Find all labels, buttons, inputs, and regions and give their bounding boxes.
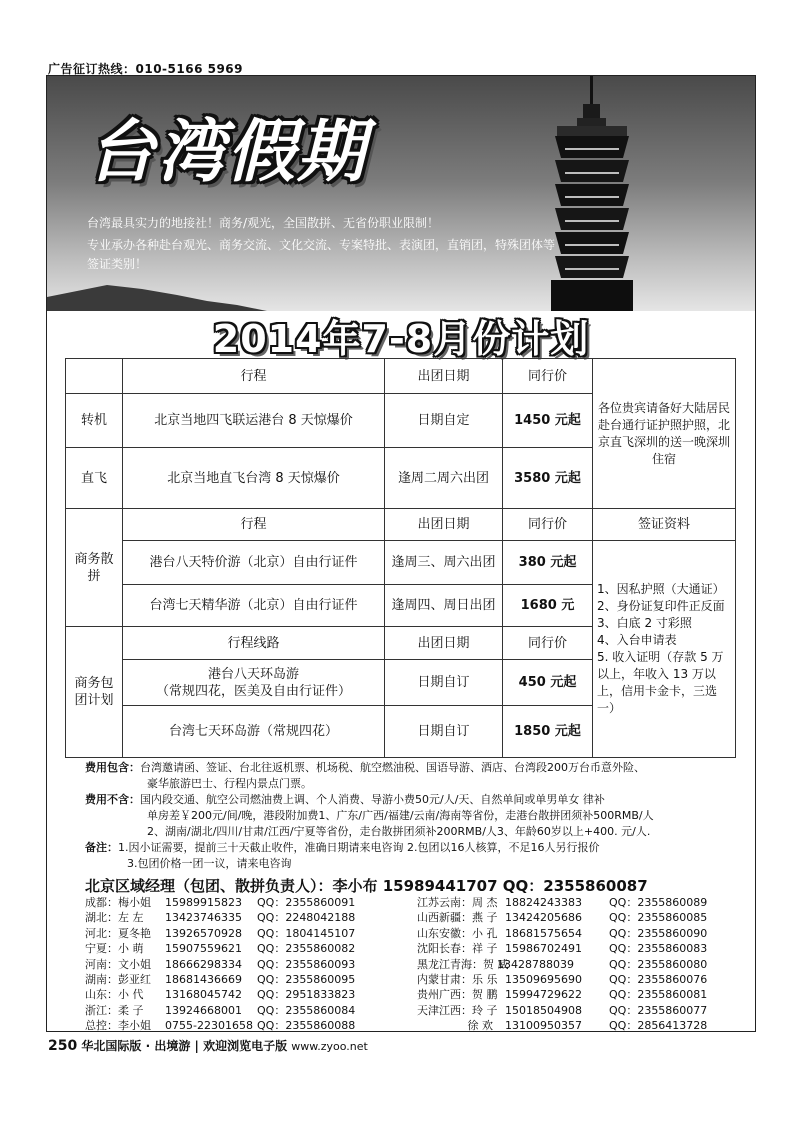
itinerary-table [65, 358, 736, 758]
price-cell: 450 元起 [503, 660, 593, 706]
fee-exclude-line: 单房差￥200元/间/晚，港段附加费1、广东/广西/福建/云南/海南等省份，走港台散拼团须补500RMB/人 [147, 809, 654, 822]
contact-name: 浙江：柔 子 [85, 1003, 144, 1017]
page-footer [48, 1037, 368, 1054]
contact-phone: 13424205686 [505, 911, 582, 925]
contact-name: 湖北：左 左 [85, 911, 144, 925]
contact-row [417, 987, 747, 1002]
contact-row [85, 957, 417, 972]
contact-phone: 13924668001 [165, 1003, 242, 1017]
contact-phone: 15907559621 [165, 942, 242, 956]
table-row [66, 541, 736, 585]
price-cell: 1850 元起 [503, 706, 593, 758]
taipei-101-tower-image [537, 76, 647, 311]
fee-exclude-text: 国内段交通、航空公司燃油费上调、个人消费、导游小费50元/人/天、自然单间或单男单女 律补 [140, 793, 605, 806]
contact-row [417, 1003, 747, 1018]
category-baotuan: 商务包团计划 [66, 627, 123, 758]
contact-phone: 13168045742 [165, 988, 242, 1002]
contact-qq: QQ：2355860090 [609, 926, 708, 940]
remark-line [85, 840, 755, 856]
remark-label: 备注： [85, 841, 118, 854]
contact-row [417, 895, 747, 910]
route-line: （常规四花，医美及自由行证件） [155, 683, 351, 699]
visa-item: 4、入台申请表 [597, 633, 677, 647]
contact-phone: 15986702491 [505, 942, 582, 956]
route-line: 港台八天环岛游 [207, 666, 299, 682]
contact-phone: 13100950357 [505, 1019, 582, 1032]
hero-intro-paragraph: 专业承办各种赴台观光、商务交流、文化交流、专案特批、表演团，直销团，特殊团体等签证类别！ [87, 238, 556, 271]
contact-qq: QQ：2355860081 [609, 988, 708, 1002]
category-zhuanji: 转机 [66, 394, 123, 448]
header-price: 同行价 [503, 627, 593, 660]
contact-name: 山东安徽：小 孔 [417, 926, 498, 940]
fee-exclude-line [85, 792, 755, 808]
contact-row [85, 941, 417, 956]
contact-qq: QQ：2248042188 [257, 911, 356, 925]
contacts-left-column [85, 895, 417, 1032]
contact-phone: 15989915823 [165, 896, 242, 909]
contact-phone: 0755-22301658 [165, 1019, 253, 1032]
fee-exclude-line: 2、湖南/湖北/四川/甘肃/江西/宁夏等省份，走台散拼团须补200RMB/人3、年龄60岁以上+400. 元/人. [147, 825, 651, 838]
fee-exclude-label: 费用不含： [85, 793, 140, 806]
contact-name: 江苏云南：周 杰 [417, 896, 498, 909]
visa-item: 3、白底 2 寸彩照 [597, 616, 692, 630]
contact-qq: QQ：2856413728 [609, 1019, 708, 1032]
contact-qq: QQ：2355860095 [257, 972, 356, 986]
contact-qq: QQ：2355860084 [257, 1003, 356, 1017]
date-cell: 日期自订 [385, 660, 503, 706]
date-cell: 日期自订 [385, 706, 503, 758]
contact-row [417, 957, 747, 972]
fee-include-text: 台湾邀请函、签证、台北往返机票、机场税、航空燃油税、国语导游、酒店、台湾段200万台币意外险、 [140, 761, 645, 774]
mountain-silhouette [47, 271, 755, 311]
contact-qq: QQ：2355860093 [257, 957, 356, 971]
contact-name: 内蒙甘肃：乐 乐 [417, 972, 498, 986]
contact-qq: QQ：2355860091 [257, 896, 356, 909]
header-price: 同行价 [503, 509, 593, 541]
contact-name: 天津江西：玲 子 [417, 1003, 498, 1017]
contact-row [417, 1018, 747, 1032]
passport-note: 各位贵宾请备好大陆居民赴台通行证护照护照，北京直飞深圳的送一晚深圳住宿 [593, 359, 736, 509]
contact-qq: QQ：2355860082 [257, 942, 356, 956]
header-blank [66, 359, 123, 394]
contact-phone: 15994729622 [505, 988, 582, 1002]
fee-include-label: 费用包含： [85, 761, 140, 774]
hero-intro-line: 台湾最具实力的地接社！商务/观光，全国散拼、无省份职业限制！ [87, 216, 440, 230]
contact-row [417, 910, 747, 925]
visa-item: 1、因私护照（大通证） [597, 582, 725, 596]
hero-title: 台湾假期 [87, 113, 368, 192]
date-cell: 日期自定 [385, 394, 503, 448]
contact-qq: QQ：2355860083 [609, 942, 708, 956]
price-cell: 3580 元起 [503, 448, 593, 509]
contact-name: 成都：梅小姐 [85, 896, 151, 909]
table-header-row [66, 359, 736, 394]
header-date: 出团日期 [385, 627, 503, 660]
route-cell: 台湾七天精华游（北京）自由行证件 [123, 585, 385, 627]
fees-section [85, 760, 755, 872]
route-cell: 台湾七天环岛游（常规四花） [123, 706, 385, 758]
route-cell: 北京当地直飞台湾 8 天惊爆价 [123, 448, 385, 509]
fee-include-line: 豪华旅游巴士、行程内景点门票。 [147, 777, 312, 790]
hero-banner [47, 76, 755, 311]
remark-line: 3.包团价格一团一议，请来电咨询 [127, 857, 292, 870]
contact-name: 山东：小 代 [85, 988, 144, 1002]
route-cell: 港台八天特价游（北京）自由行证件 [123, 541, 385, 585]
route-cell: 北京当地四飞联运港台 8 天惊爆价 [123, 394, 385, 448]
contact-phone: 18681436669 [165, 972, 242, 986]
contacts-right-column [417, 895, 747, 1032]
contact-name: 沈阳长春：祥 子 [417, 942, 498, 956]
fee-include-line [85, 760, 755, 776]
category-sanpin: 商务散拼 [66, 509, 123, 627]
contact-phone: 13423746335 [165, 911, 242, 925]
visa-item: 5. 收入证明（存款 5 万以上，年收入 13 万以上，信用卡金卡，三选一） [597, 650, 724, 715]
contact-row [85, 987, 417, 1002]
contact-row [85, 926, 417, 941]
header-route: 行程 [123, 359, 385, 394]
regional-manager: 北京区域经理（包团、散拼负责人）：李小布 15989441707 QQ：2355860087 [85, 877, 648, 895]
price-cell: 1450 元起 [503, 394, 593, 448]
date-cell: 逢周四、周日出团 [385, 585, 503, 627]
footer-url[interactable]: www.zyoo.net [291, 1040, 368, 1053]
contact-name: 黑龙江青海：贺 威 [417, 957, 509, 971]
contact-name: 宁夏：小 萌 [85, 942, 144, 956]
contact-qq: QQ：2355860088 [257, 1019, 356, 1032]
contact-row [417, 941, 747, 956]
footer-text: 华北国际版 · 出境游 | 欢迎浏览电子版 [81, 1039, 288, 1053]
header-date: 出团日期 [385, 359, 503, 394]
contact-phone: 18824243383 [505, 896, 582, 909]
contact-phone: 15018504908 [505, 1003, 582, 1017]
contact-name: 河北：夏冬艳 [85, 926, 151, 940]
contact-phone: 13509695690 [505, 972, 582, 986]
ad-frame [46, 75, 756, 1032]
sub-header-row [66, 509, 736, 541]
contact-qq: QQ：1804145107 [257, 926, 356, 940]
contact-name: 山西新疆：燕 子 [417, 911, 498, 925]
contact-row [85, 972, 417, 987]
contact-phone: 13428788039 [497, 957, 574, 971]
contacts-list [85, 895, 747, 1032]
contact-name: 湖南：彭亚红 [85, 972, 151, 986]
contact-qq: QQ：2951833823 [257, 988, 356, 1002]
contact-name: 总控：李小姐 [85, 1019, 151, 1032]
header-route: 行程 [123, 509, 385, 541]
contact-name: 贵州广西：贺 鹏 [417, 988, 498, 1002]
contact-name: 河南：文小姐 [85, 957, 151, 971]
header-route: 行程线路 [123, 627, 385, 660]
contact-qq: QQ：2355860077 [609, 1003, 708, 1017]
category-zhifei: 直飞 [66, 448, 123, 509]
contact-phone: 18681575654 [505, 926, 582, 940]
contact-qq: QQ：2355860085 [609, 911, 708, 925]
date-cell: 逢周三、周六出团 [385, 541, 503, 585]
contact-phone: 18666298334 [165, 957, 242, 971]
contact-phone: 13926570928 [165, 926, 242, 940]
ad-hotline: 广告征订热线：010-5166 5969 [48, 62, 244, 76]
page-number: 250 [48, 1038, 78, 1054]
visa-item: 2、身份证复印件正反面 [597, 599, 725, 613]
contact-name: 徐 欢 [467, 1019, 493, 1032]
header-date: 出团日期 [385, 509, 503, 541]
contact-row [85, 1018, 417, 1032]
contact-row [85, 1003, 417, 1018]
visa-documents-list [593, 541, 736, 758]
price-cell: 1680 元 [503, 585, 593, 627]
contact-row [85, 910, 417, 925]
contact-row [85, 895, 417, 910]
plan-title: 2014年7-8月份计划 [212, 317, 590, 361]
contact-qq: QQ：2355860080 [609, 957, 708, 971]
contact-qq: QQ：2355860076 [609, 972, 708, 986]
date-cell: 逢周二周六出团 [385, 448, 503, 509]
contact-row [417, 926, 747, 941]
remark-text: 1.因小证需要，提前三十天截止收件，准确日期请来电咨询 2.包团以16人核算，不足16人另行报价 [118, 841, 600, 854]
header-price: 同行价 [503, 359, 593, 394]
header-visa: 签证资料 [593, 509, 736, 541]
contact-row [417, 972, 747, 987]
contact-qq: QQ：2355860089 [609, 896, 708, 909]
price-cell: 380 元起 [503, 541, 593, 585]
route-cell [123, 660, 385, 706]
